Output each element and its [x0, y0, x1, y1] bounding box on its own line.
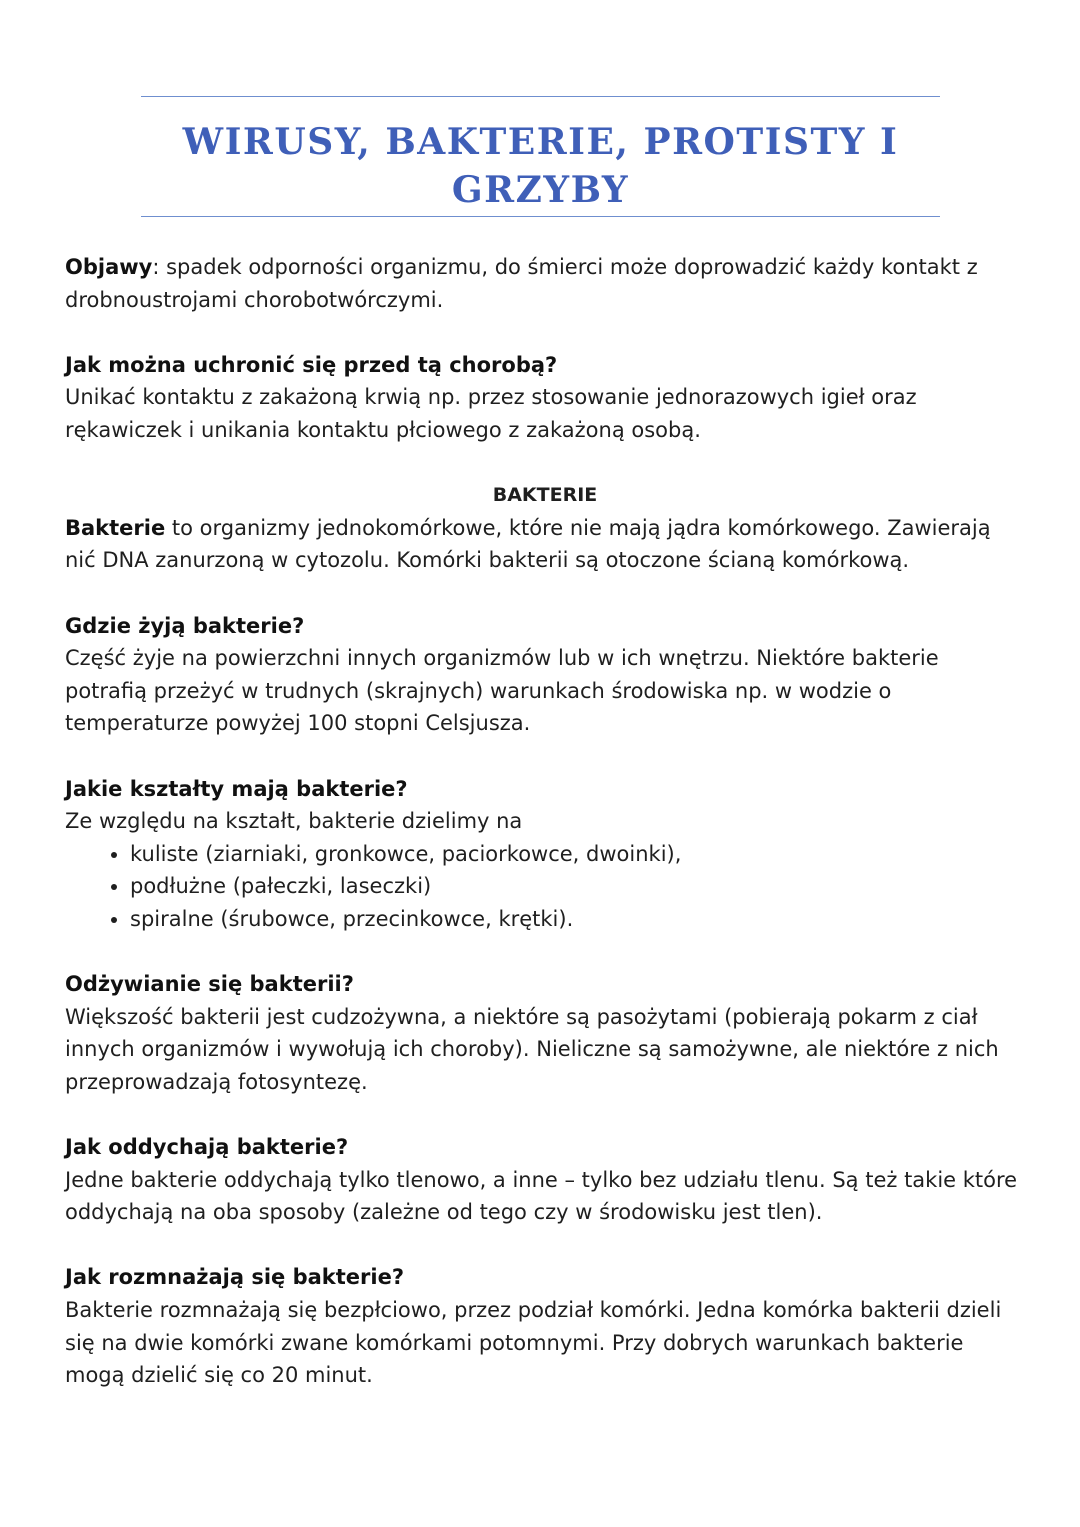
page-title [141, 118, 940, 214]
respiration-text: Jedne bakterie oddychają tylko tlenowo, a inne – tylko bez udziału tlenu. Są też takie które oddychają na oba sposoby (zależne od tego czy w środowisku jest tlen). [65, 1167, 1018, 1225]
habitat-heading: Gdzie żyją bakterie? [65, 613, 305, 638]
title-rule-bottom [141, 216, 940, 217]
nutrition-text: Większość bakterii jest cudzożywna, a niektóre są pasożytami (pobierają pokarm z ciał innych organizmów i wywołują ich choroby). Nieliczne są samożywne, ale niektóre z nich przeprowadzają fotosyntezę. [65, 1004, 999, 1094]
list-item: • kuliste (ziarniaki, gronkowce, paciorkowce, dwoinki), [130, 838, 1025, 871]
document-body [65, 251, 1025, 1392]
bacteria-intro-text: to organizmy jednokomórkowe, które nie mają jądra komórkowego. Zawierają nić DNA zanurzoną w cytozolu. Komórki bakterii są otoczone ścianą komórkową. [65, 515, 991, 573]
list-item: • spiralne (śrubowce, przecinkowce, krętki). [130, 903, 1025, 936]
prevention-text: Unikać kontaktu z zakażoną krwią np. przez stosowanie jednorazowych igieł oraz rękawiczek i unikania kontaktu płciowego z zakażoną osobą. [65, 385, 917, 442]
prevention-heading: Jak można uchronić się przed tą chorobą? [65, 352, 558, 377]
reproduction-text: Bakterie rozmnażają się bezpłciowo, przez podział komórki. Jedna komórka bakterii dzieli się na dwie komórki zwane komórkami potomnymi. Przy dobrych warunkach bakterie mogą dzielić się co 20 minut. [65, 1298, 1002, 1388]
shapes-list [65, 838, 1025, 936]
bacteria-intro-bold: Bakterie [65, 515, 166, 540]
symptoms-label: Objawy [65, 255, 153, 279]
bacteria-intro [65, 512, 1025, 577]
shapes-intro: Ze względu na kształt, bakterie dzielimy na [65, 809, 523, 834]
bacteria-section-heading: BAKTERIE [492, 484, 598, 507]
nutrition-heading: Odżywianie się bakterii? [65, 972, 354, 997]
respiration-heading: Jak oddychają bakterie? [65, 1135, 349, 1160]
page-title-line-1: WIRUSY, BAKTERIE, PROTISTY I [182, 121, 899, 163]
list-item: • podłużne (pałeczki, laseczki) [130, 870, 1025, 903]
shapes-heading: Jakie kształty mają bakterie? [65, 776, 408, 801]
page-title-line-2: GRZYBY [451, 169, 630, 211]
title-rule-top [141, 96, 940, 97]
habitat-text: Część żyje na powierzchni innych organizmów lub w ich wnętrzu. Niektóre bakterie potrafią przeżyć w trudnych (skrajnych) warunkach środowiska np. w wodzie o temperaturze powyżej 100 stopni Celsjusza. [65, 646, 939, 736]
reproduction-heading: Jak rozmnażają się bakterie? [65, 1265, 405, 1290]
symptoms-text: : spadek odporności organizmu, do śmierci może doprowadzić każdy kontakt z drobnoustrojami chorobotwórczymi. [65, 255, 978, 312]
symptoms-paragraph [65, 251, 1025, 316]
